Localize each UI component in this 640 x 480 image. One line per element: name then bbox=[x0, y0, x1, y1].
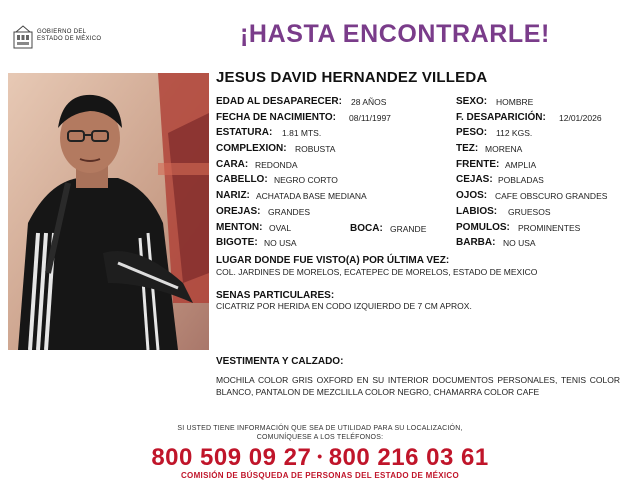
disappearance-date-value: 12/01/2026 bbox=[559, 113, 602, 123]
lips-label: LABIOS: bbox=[456, 206, 498, 217]
last-seen-value: COL. JARDINES DE MORELOS, ECATEPEC DE MORELOS, ESTADO DE MEXICO bbox=[216, 267, 538, 277]
face-value: REDONDA bbox=[255, 160, 298, 170]
contact-note-line-2: COMUNÍQUESE A LOS TELÉFONOS: bbox=[256, 434, 384, 441]
forehead-value: AMPLIA bbox=[505, 160, 537, 170]
clothing-value: MOCHILA COLOR GRIS OXFORD EN SU INTERIOR DOCUMENTOS PERSONALES, TENIS COLOR BLANCO, PANTALON DE MEZCLILLA COLOR NEGRO, CHAMARRA COLOR CAFE bbox=[216, 375, 620, 397]
mouth-value: GRANDE bbox=[390, 224, 427, 234]
birthdate-label: FECHA DE NACIMIENTO: bbox=[216, 112, 336, 123]
beard-label: BARBA: bbox=[456, 237, 496, 248]
height-value: 1.81 MTS. bbox=[282, 128, 322, 138]
ears-label: OREJAS: bbox=[216, 206, 261, 217]
hair-value: NEGRO CORTO bbox=[274, 175, 338, 185]
disappearance-date-label: F. DESAPARICIÓN: bbox=[456, 112, 546, 123]
cheekbones-value: PROMINENTES bbox=[518, 223, 581, 233]
forehead-label: FRENTE: bbox=[456, 159, 500, 170]
chin-value: OVAL bbox=[269, 223, 292, 233]
mustache-value: NO USA bbox=[264, 238, 297, 248]
birthdate-value: 08/11/1997 bbox=[349, 113, 391, 123]
eyes-label: OJOS: bbox=[456, 190, 488, 201]
sex-label: SEXO: bbox=[456, 96, 488, 107]
clothing-label: VESTIMENTA Y CALZADO: bbox=[216, 356, 344, 367]
height-label: ESTATURA: bbox=[216, 127, 273, 138]
distinguishing-marks-label: SENAS PARTICULARES: bbox=[216, 290, 335, 301]
phone-numbers bbox=[0, 444, 640, 472]
eyes-value: CAFE OBSCURO GRANDES bbox=[495, 191, 608, 201]
face-label: CARA: bbox=[216, 159, 249, 170]
beard-value: NO USA bbox=[503, 238, 536, 248]
person-photo-illustration bbox=[8, 73, 209, 350]
weight-label: PESO: bbox=[456, 127, 488, 138]
phone-separator: • bbox=[317, 448, 323, 464]
nose-value: ACHATADA BASE MEDIANA bbox=[256, 191, 367, 201]
contact-note-line-1: SI USTED TIENE INFORMACIÓN QUE SEA DE UTILIDAD PARA SU LOCALIZACIÓN, bbox=[177, 425, 463, 432]
phone-number-2[interactable]: 800 216 03 61 bbox=[328, 444, 489, 471]
complexion-label: TEZ: bbox=[456, 143, 479, 154]
age-value: 28 AÑOS bbox=[351, 97, 387, 107]
eyebrows-label: CEJAS: bbox=[456, 174, 493, 185]
phone-number-1[interactable]: 800 509 09 27 bbox=[151, 444, 312, 471]
coat-of-arms-icon bbox=[12, 24, 34, 50]
last-seen-label: LUGAR DONDE FUE VISTO(A) POR ÚLTIMA VEZ: bbox=[216, 255, 450, 266]
age-label: EDAD AL DESAPARECER: bbox=[216, 96, 342, 107]
commission-name: COMISIÓN DE BÚSQUEDA DE PERSONAS DEL ESTADO DE MÉXICO bbox=[180, 471, 459, 480]
ears-value: GRANDES bbox=[268, 207, 311, 217]
person-name: JESUS DAVID HERNANDEZ VILLEDA bbox=[216, 69, 488, 86]
logo-line-2: ESTADO DE MÉXICO bbox=[37, 36, 102, 42]
person-photo bbox=[8, 73, 209, 350]
sex-value: HOMBRE bbox=[496, 97, 534, 107]
government-logo bbox=[12, 24, 122, 50]
eyebrows-value: POBLADAS bbox=[498, 175, 544, 185]
mustache-label: BIGOTE: bbox=[216, 237, 258, 248]
logo-line-1: GOBIERNO DEL bbox=[37, 29, 87, 35]
complexion-value: MORENA bbox=[485, 144, 523, 154]
build-label: COMPLEXION: bbox=[216, 143, 287, 154]
nose-label: NARIZ: bbox=[216, 190, 250, 201]
build-value: ROBUSTA bbox=[295, 144, 336, 154]
weight-value: 112 KGS. bbox=[496, 128, 533, 138]
hair-label: CABELLO: bbox=[216, 174, 268, 185]
mouth-label: BOCA: bbox=[350, 223, 383, 234]
distinguishing-marks-value: CICATRIZ POR HERIDA EN CODO IZQUIERDO DE 7 CM APROX. bbox=[216, 301, 472, 311]
lips-value: GRUESOS bbox=[508, 207, 551, 217]
headline: ¡HASTA ENCONTRARLE! bbox=[240, 20, 550, 48]
cheekbones-label: POMULOS: bbox=[456, 222, 510, 233]
chin-label: MENTON: bbox=[216, 222, 263, 233]
